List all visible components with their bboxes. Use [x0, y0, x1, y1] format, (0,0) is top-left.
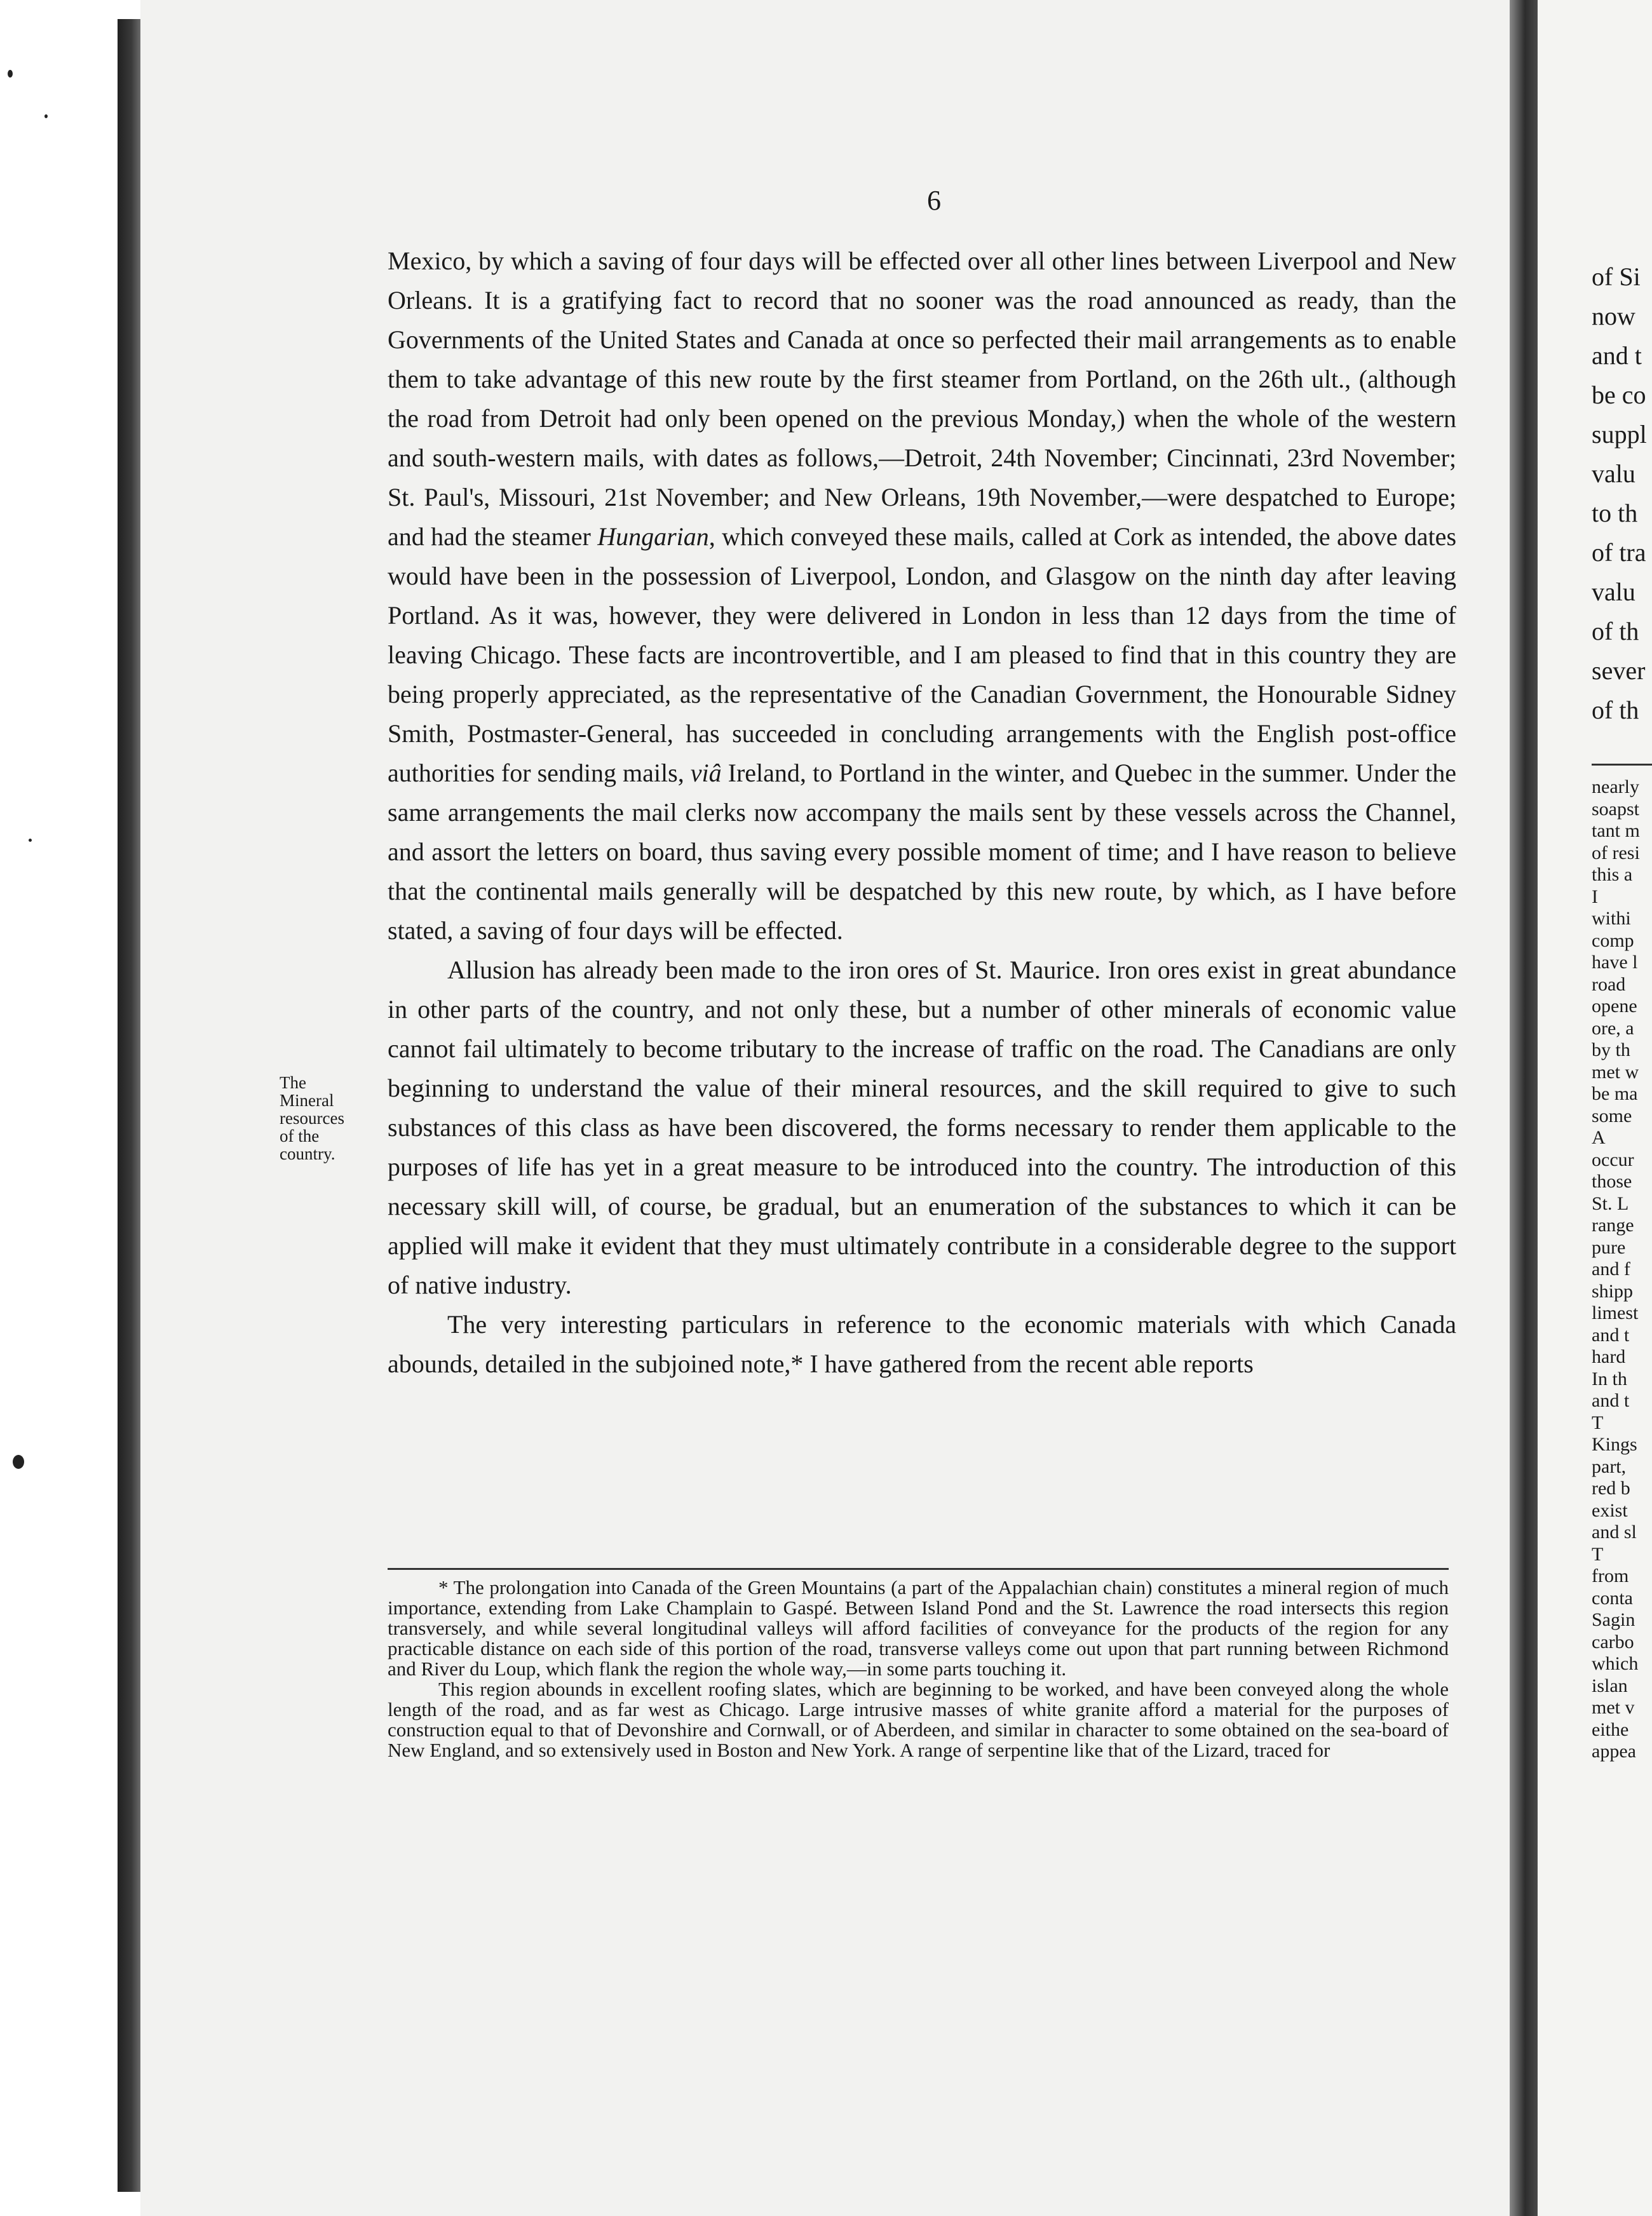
adjacent-page-line: of th: [1592, 696, 1639, 724]
adjacent-page-line: now: [1592, 302, 1635, 330]
italic-via: viâ: [690, 759, 722, 787]
paragraph-mineral-resources: Allusion has already been made to the iron ores of St. Maurice. Iron ores exist in great abundance in other parts of the country, and not only these, but a number of other minerals of economic value cannot fail ultimately to become tributary to the increase of traffic on the road. The Canadians are only beginning to understand the value of their mineral resources, and the skill required to give to such substances of this class as have been discovered, the forms necessary to render them applicable to the purposes of life has yet in a great measure to be introduced into the country. The introduction of this necessary skill will, of course, be gradual, but an enumeration of the substances to which it can be applied will make it evident that they must ultimately contribute in a considerable degree to the support of native industry.: [388, 956, 1456, 1299]
marginal-note-line: country.: [280, 1144, 335, 1163]
adjacent-page-footnote-line: from: [1592, 1565, 1629, 1586]
adjacent-page-footnote-line: and t: [1592, 1324, 1630, 1346]
marginal-note: [280, 1074, 375, 1163]
adjacent-page-footnote-line: eithe: [1592, 1719, 1629, 1740]
adjacent-page-footnote-line: which: [1592, 1653, 1639, 1674]
adjacent-page-footnote-line: comp: [1592, 929, 1634, 951]
adjacent-page-line: and t: [1592, 341, 1642, 370]
paragraph-mail-route: [388, 241, 1456, 950]
adjacent-page-footnote-line: shipp: [1592, 1280, 1634, 1302]
adjacent-page-footnote-line: be ma: [1592, 1083, 1638, 1104]
adjacent-page-line: sever: [1592, 656, 1646, 685]
adjacent-page-line: suppl: [1592, 420, 1647, 449]
adjacent-page-footnote-line: conta: [1592, 1587, 1633, 1609]
marginal-note-line: resources: [280, 1109, 344, 1128]
footnote-paragraph: * The prolongation into Canada of the Green Mountains (a part of the Appalachian chain) constitutes a mineral region of much importance, extending from Lake Champlain to Gaspé. Between Island Pond and the St. Lawrence the road intersects this region transversely, and while several longitudinal valleys will afford facilities of conveyance for the products of the region for any practicable distance on each side of this portion of the road, transverse valleys come out upon that part running between Richmond and River du Loup, which flank the region the whole way,—in some parts touching it.: [388, 1576, 1449, 1680]
adjacent-page-footnote-line: this a: [1592, 864, 1633, 885]
adjacent-page-footnote-line: opene: [1592, 996, 1637, 1017]
adjacent-page-footnote-line: islan: [1592, 1675, 1628, 1696]
adjacent-page-footnote-line: range: [1592, 1215, 1634, 1236]
adjacent-page-footnote-line: withi: [1592, 908, 1631, 929]
adjacent-page-footnote-line: St. L: [1592, 1192, 1629, 1214]
paragraph-text: Ireland, to Portland in the winter, and Quebec in the summer. Under the same arrangements the mail clerks now accompany the mails sent by these vessels across the Channel, and assort the letters on board, thus saving every possible moment of time; and I have reason to believe that the continental mails generally will be despatched by this new route, by which, as I have before stated, a saving of four days will be effected.: [388, 759, 1456, 945]
adjacent-page-footnote-rule: [1592, 764, 1652, 766]
adjacent-page-footnote-line: In th: [1592, 1368, 1627, 1389]
adjacent-page-footnote-line: Kings: [1592, 1434, 1637, 1455]
adjacent-page-line: valu: [1592, 459, 1635, 488]
adjacent-page-footnote-line: and t: [1592, 1390, 1630, 1411]
scan-edge-shadow: [118, 19, 140, 2192]
adjacent-page-footnote-line: Sagin: [1592, 1609, 1635, 1630]
adjacent-page-line: to th: [1592, 499, 1638, 527]
page-gutter: [1510, 0, 1538, 2216]
adjacent-page-line: valu: [1592, 578, 1635, 606]
scan-speck: [29, 839, 32, 842]
footnote-rule: [388, 1568, 1449, 1570]
adjacent-page-footnote-line: I: [1592, 886, 1598, 907]
scan-speck: [44, 114, 48, 118]
adjacent-page-footnote-line: some: [1592, 1105, 1632, 1126]
adjacent-page-footnote-line: have l: [1592, 952, 1638, 973]
adjacent-page-footnote-line: hard: [1592, 1346, 1626, 1367]
adjacent-page-footnote-line: limest: [1592, 1302, 1639, 1323]
marginal-note-line: The: [280, 1073, 306, 1092]
paragraph-economic-materials: The very interesting particulars in reference to the economic materials with which Canada abounds, detailed in the subjoined note,* I have gathered from the recent able reports: [388, 1310, 1456, 1378]
adjacent-page-footnote-line: soapst: [1592, 798, 1639, 820]
adjacent-page-footnote-line: road: [1592, 973, 1626, 995]
adjacent-page-footnote-line: met w: [1592, 1061, 1639, 1083]
adjacent-page-line: be co: [1592, 381, 1646, 409]
adjacent-page-line: of tra: [1592, 538, 1646, 567]
scan-speck: [8, 70, 13, 78]
adjacent-page-footnote-line: ore, a: [1592, 1017, 1634, 1039]
adjacent-page-footnote-line: and sl: [1592, 1522, 1637, 1543]
adjacent-page-footnote-line: part,: [1592, 1456, 1627, 1477]
footnotes: [388, 1578, 1449, 1760]
adjacent-page-footnote-line: T: [1592, 1543, 1604, 1565]
adjacent-page-footnote-line: and f: [1592, 1259, 1630, 1280]
footnote-paragraph: This region abounds in excellent roofing slates, which are beginning to be worked, and have been conveyed along the whole length of the road, and as far west as Chicago. Large intrusive masses of white granite afford a material for the purposes of construction equal to that of Devonshire and Cornwall, or of Aberdeen, and similar in character to some obtained on the sea-board of New England, and so extensively used in Boston and New York. A range of serpentine like that of the Lizard, traced for: [388, 1678, 1449, 1761]
adjacent-page-footnote-line: red b: [1592, 1478, 1630, 1499]
adjacent-page-footnote-line: met v: [1592, 1697, 1635, 1718]
paragraph-text: , which conveyed these mails, called at Cork as intended, the above dates would have been in the possession of Liverpool, London, and Glasgow on the ninth day after leaving Portland. As it was, however, they were delivered in London in less than 12 days from the time of leaving Chicago. These facts are incontrovertible, and I am pleased to find that in this country they are being properly appreciated, as the representative of the Canadian Government, the Honourable Sidney Smith, Postmaster-General, has succeeded in concluding arrangements with the English post-office authorities for sending mails,: [388, 522, 1457, 787]
marginal-note-line: Mineral: [280, 1091, 334, 1110]
paragraph-text: Mexico, by which a saving of four days will be effected over all other lines between Liverpool and New Orleans. It is a gratifying fact to record that no sooner was the road announced as ready, than the Governments of the United States and Canada at once so perfected their mail arrangements as to enable them to take advantage of this new route by the first steamer from Portland, on the 26th ult., (although the road from Detroit had only been opened on the previous Monday,) when the whole of the western and south-western mails, with dates as follows,—Detroit, 24th November; Cincinnati, 23rd November; St. Paul's, Missouri, 21st November; and New Orleans, 19th November,—were despatched to Europe; and had the steamer: [388, 247, 1456, 551]
adjacent-page-footnote-line: T: [1592, 1412, 1604, 1433]
adjacent-page-footnote-line: by th: [1592, 1039, 1630, 1060]
adjacent-page-footnote-line: exist: [1592, 1499, 1628, 1521]
adjacent-page-footnote-line: tant m: [1592, 820, 1640, 841]
ship-name: Hungarian: [597, 522, 709, 551]
adjacent-page-line: of th: [1592, 617, 1639, 645]
adjacent-page-footnote-line: of resi: [1592, 842, 1640, 863]
body-text: [388, 241, 1456, 1384]
adjacent-page-line: of Si: [1592, 262, 1641, 291]
adjacent-page-footnote-line: pure: [1592, 1236, 1626, 1258]
scan-speck: [13, 1455, 24, 1469]
page-number: 6: [927, 185, 941, 216]
adjacent-page-footnote-line: carbo: [1592, 1631, 1634, 1652]
adjacent-page-footnote-line: occur: [1592, 1149, 1634, 1170]
marginal-note-line: of the: [280, 1126, 320, 1145]
adjacent-page-footnote-line: A: [1592, 1127, 1606, 1148]
adjacent-page-footnote-line: those: [1592, 1171, 1632, 1192]
adjacent-page-footnote-line: nearly: [1592, 776, 1639, 797]
adjacent-page-footnote-line: appea: [1592, 1741, 1636, 1762]
